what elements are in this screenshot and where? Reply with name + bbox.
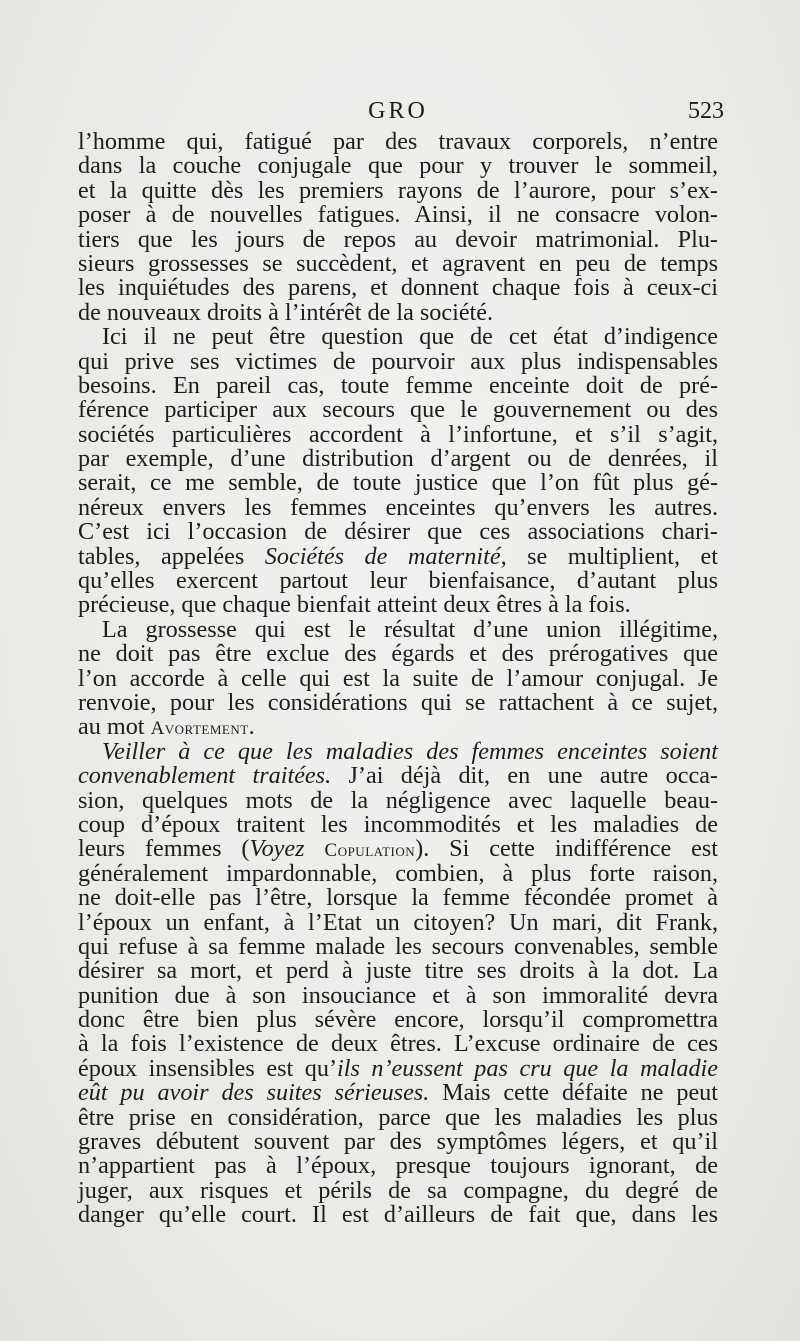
text-line (78, 859, 718, 887)
text-line (78, 371, 718, 399)
text-segment: Ici il ne peut être question que de cet état d’indigence (102, 323, 718, 351)
text-line (78, 837, 718, 861)
text-line (78, 420, 718, 448)
text-line (78, 810, 718, 838)
running-head: GRO (368, 98, 428, 124)
text-line (78, 1081, 718, 1105)
italic-text: convenablement traitées. (78, 762, 332, 790)
text-line (78, 764, 718, 788)
text-line (78, 886, 718, 910)
text-segment: qu’elles exercent partout leur bienfaisance, d’autant plus (78, 567, 718, 595)
text-line (78, 786, 718, 814)
text-segment (305, 835, 325, 862)
text-segment: qui prive ses victimes de pourvoir aux plus indispensables (78, 347, 718, 375)
text-segment: poser à de nouvelles fatigues. Ainsi, il ne consacre volon- (78, 201, 718, 229)
text-segment: qui refuse à sa femme malade les secours convenables, semble (78, 932, 718, 960)
text-line (78, 737, 718, 765)
text-segment: être prise en considération, parce que les maladies les plus (78, 1103, 718, 1131)
italic-text: Voyez (249, 835, 305, 863)
page-number: 523 (688, 98, 724, 124)
text-segment: , se multiplient, et (500, 542, 718, 570)
text-line (78, 932, 718, 960)
text-segment: graves débutent souvent par des symptômes légers, et qu’il (78, 1128, 718, 1156)
text-line (78, 176, 718, 204)
text-line (78, 276, 718, 300)
text-line (78, 615, 718, 643)
text-line (78, 1008, 718, 1032)
text-line (78, 520, 718, 544)
text-segment: J’ai déjà dit, en une autre occa- (331, 762, 718, 790)
text-line (78, 154, 718, 178)
italic-text: ils n’eussent pas cru que la maladie (337, 1054, 718, 1082)
text-line (78, 981, 718, 1009)
text-line (78, 203, 718, 227)
text-line (78, 130, 718, 154)
small-caps-text: Copulation (324, 840, 416, 862)
text-line (78, 542, 718, 570)
text-line (78, 1032, 718, 1056)
text-line (78, 959, 718, 983)
text-segment: par exemple, d’une distribution d’argent ou de denrées, il (78, 445, 718, 473)
small-caps-text: Avortement (150, 718, 249, 740)
text-segment: coup d’époux traitent les incommodités et les maladies de (78, 810, 718, 838)
text-segment: désirer sa mort, et perd à juste titre ses droits à la dot. La (78, 957, 718, 985)
text-line (78, 908, 718, 936)
text-line (78, 398, 718, 422)
text-line (78, 249, 718, 277)
text-line (78, 688, 718, 716)
text-segment: précieuse, que chaque bienfait atteint deux êtres à la fois. (78, 591, 631, 619)
text-segment: l’homme qui, fatigué par des travaux corporels, n’entre (78, 128, 718, 155)
text-segment: l’on accorde à celle qui est la suite de l’amour conjugal. Je (78, 664, 718, 692)
text-segment: punition due à son insouciance et à son immoralité devra (78, 981, 718, 1009)
page-header (78, 98, 724, 132)
text-line (78, 715, 718, 739)
text-line (78, 664, 718, 692)
text-line (78, 1054, 718, 1082)
text-segment: besoins. En pareil cas, toute femme enceinte doit de pré- (78, 371, 718, 399)
text-segment: de nouveaux droits à l’intérêt de la société. (78, 298, 494, 326)
text-segment: tables, appelées (78, 542, 265, 570)
body-text (78, 130, 718, 1228)
text-segment: férence participer aux secours que le gouvernement ou des (78, 396, 718, 424)
text-line (78, 642, 718, 666)
text-segment: danger qu’elle court. Il est d’ailleurs de fait que, dans les (78, 1201, 718, 1229)
text-segment: au mot (78, 713, 151, 741)
text-line (78, 347, 718, 375)
text-segment: juger, aux risques et périls de sa compagne, du degré de (78, 1176, 718, 1204)
text-segment: C’est ici l’occasion de désirer que ces associations chari- (78, 518, 718, 546)
italic-text: Sociétés de maternité (264, 542, 501, 570)
text-segment: tiers que les jours de repos au devoir matrimonial. Plu- (78, 225, 718, 253)
text-segment: époux insensibles est qu’ (78, 1054, 338, 1082)
text-line (78, 325, 718, 349)
text-line (78, 471, 718, 495)
text-line (78, 1203, 718, 1227)
text-segment: ne doit-elle pas l’être, lorsque la femme fécondée promet à (78, 884, 718, 912)
text-line (78, 493, 718, 521)
text-segment: néreux envers les femmes enceintes qu’envers les autres. (78, 493, 718, 521)
text-line (78, 225, 718, 253)
text-line (78, 1130, 718, 1154)
text-line (78, 447, 718, 471)
text-segment: leurs femmes ( (78, 835, 250, 863)
text-segment: renvoie, pour les considérations qui se rattachent à ce sujet, (78, 688, 718, 716)
text-segment: Mais cette défaite ne peut (429, 1079, 718, 1107)
text-segment: La grossesse qui est le résultat d’une union illégitime, (102, 615, 718, 643)
text-segment: dans la couche conjugale que pour y trouver le sommeil, (78, 152, 718, 180)
text-line (78, 1103, 718, 1131)
text-segment: serait, ce me semble, de toute justice que l’on fût plus gé- (78, 469, 718, 497)
text-segment: et la quitte dès les premiers rayons de l’aurore, pour s’ex- (78, 176, 718, 204)
text-segment: donc être bien plus sévère encore, lorsqu’il compromettra (78, 1006, 718, 1034)
text-segment: n’appartient pas à l’époux, presque toujours ignorant, de (78, 1152, 718, 1180)
text-line (78, 569, 718, 593)
italic-text: eût pu avoir des suites sérieuses. (78, 1079, 430, 1107)
text-segment: à la fois l’existence de deux êtres. L’excuse ordinaire de ces (78, 1030, 718, 1058)
text-segment: . (248, 713, 255, 741)
text-line (78, 298, 718, 326)
text-segment: ne doit pas être exclue des égards et des prérogatives que (78, 640, 718, 668)
text-line (78, 1176, 718, 1204)
text-segment: sieurs grossesses se succèdent, et agravent en peu de temps (78, 249, 718, 277)
text-segment: les inquiétudes des parens, et donnent chaque fois à ceux-ci (78, 274, 718, 302)
text-segment: l’époux un enfant, à l’Etat un citoyen? Un mari, dit Frank, (78, 908, 718, 936)
text-line (78, 593, 718, 617)
italic-text: Veiller à ce que les maladies des femmes enceintes soient (102, 737, 718, 765)
text-segment: généralement impardonnable, combien, à plus forte raison, (78, 859, 718, 887)
text-line (78, 1154, 718, 1178)
text-segment: ). Si cette indifférence est (415, 835, 719, 863)
text-segment: sion, quelques mots de la négligence avec laquelle beau- (78, 786, 718, 814)
text-segment: sociétés particulières accordent à l’infortune, et s’il s’agit, (78, 420, 718, 448)
